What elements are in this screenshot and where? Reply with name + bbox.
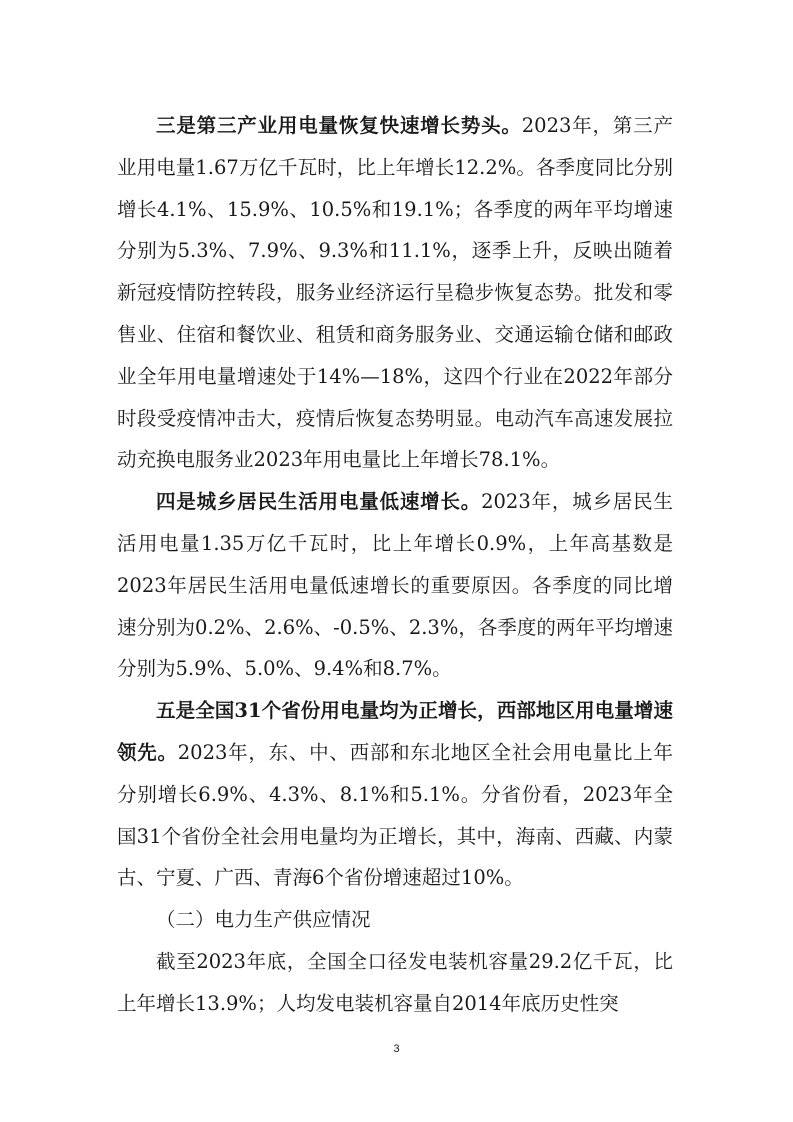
paragraph-body: 2023年，城乡居民生活用电量1.35万亿千瓦时，比上年增长0.9%，上年高基数是2023年居民生活用电量低速增长的重要原因。各季度的同比增速分别为0.2%、2.6%、-0.5%、2.3%，各季度的两年平均增速分别为5.9%、5.0%、9.4%和8.7%。 xyxy=(117,490,673,681)
paragraph-lead: 三是第三产业用电量恢复快速增长势头。 xyxy=(156,114,522,137)
paragraph-body: 2023年，东、中、西部和东北地区全社会用电量比上年分别增长6.9%、4.3%、8.1%和5.1%。分省份看，2023年全国31个省份全社会用电量均为正增长，其中，海南、西藏、内蒙古、宁夏、广西、青海6个省份增速超过10%。 xyxy=(117,740,673,890)
paragraph-lead: 五是全国31个省份用电量均为正增长，西部地区用电量增速领先。 xyxy=(117,699,673,764)
page-number: 3 xyxy=(393,1043,400,1055)
section-heading: （二）电力生产供应情况 xyxy=(156,908,371,932)
body-text xyxy=(117,105,673,1025)
paragraph-residential xyxy=(117,481,673,690)
paragraph-capacity: 截至2023年底，全国全口径发电装机容量29.2亿千瓦，比上年增长13.9%；人均发电装机容量自2014年底历史性突 xyxy=(117,949,673,1015)
paragraph-body: 2023年，第三产业用电量1.67万亿千瓦时，比上年增长12.2%。各季度同比分别增长4.1%、15.9%、10.5%和19.1%；各季度的两年平均增速分别为5.3%、7.9%、9.3%和11.1%，逐季上升，反映出随着新冠疫情防控转段，服务业经济运行呈稳步恢复态势。批发和零售业、住宿和餐饮业、租赁和商务服务业、交通运输仓储和邮政业全年用电量增速处于14%—18%，这四个行业在2022年部分时段受疫情冲击大，疫情后恢复态势明显。电动汽车高速发展拉动充换电服务业2023年用电量比上年增长78.1%。 xyxy=(117,114,673,472)
paragraph-tertiary-industry xyxy=(117,105,673,481)
paragraph-lead: 四是城乡居民生活用电量低速增长。 xyxy=(156,490,482,514)
paragraph-provinces xyxy=(117,690,673,899)
